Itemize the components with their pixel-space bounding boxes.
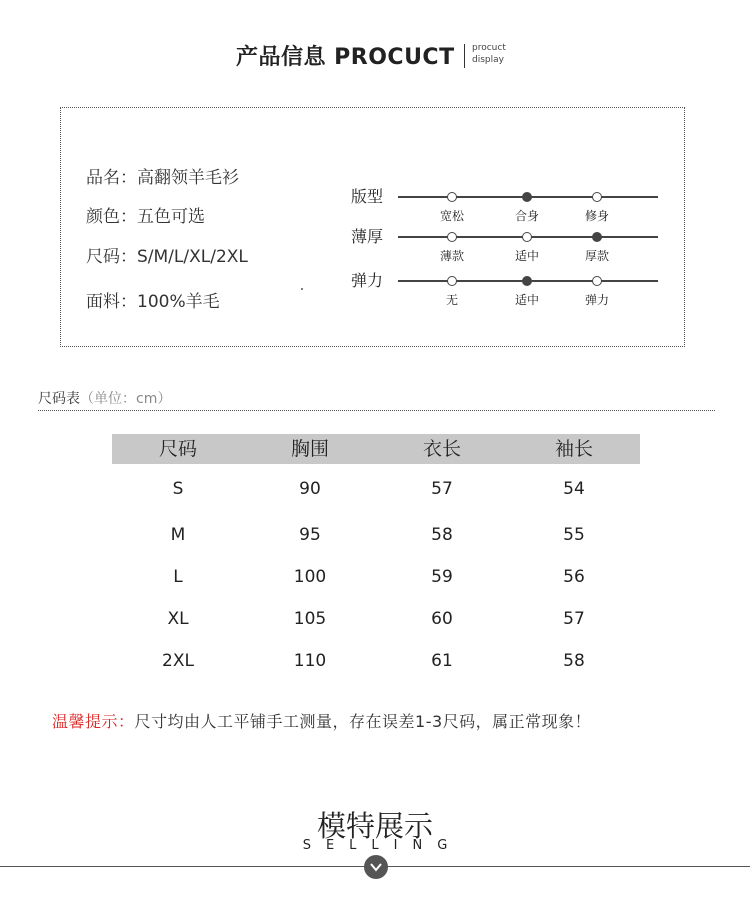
scale-point <box>522 232 532 242</box>
table-cell: 56 <box>563 567 585 587</box>
table-cell: 2XL <box>162 651 194 671</box>
table-cell: 55 <box>563 525 585 545</box>
model-section-subtitle: SELLING <box>302 838 463 853</box>
table-row <box>112 640 640 682</box>
scale-point <box>447 232 457 242</box>
scale-label: 厚款 <box>584 249 609 263</box>
table-cell: 95 <box>299 525 321 545</box>
scale-point <box>447 192 457 202</box>
scale-point-selected <box>522 192 532 202</box>
table-cell: 58 <box>563 651 585 671</box>
table-header <box>112 434 640 464</box>
title-divider <box>464 44 465 68</box>
table-cell: 54 <box>563 479 585 499</box>
scale-label: 修身 <box>584 209 609 223</box>
tip-text: 尺寸均由人工平铺手工测量，存在误差1-3尺码，属正常现象！ <box>134 712 592 731</box>
stray-dot <box>301 288 303 290</box>
title-subtext <box>472 42 506 66</box>
size-table <box>112 434 640 682</box>
product-size: 尺码：S/M/L/XL/2XL <box>86 247 248 267</box>
scale-name: 弹力 <box>351 271 384 290</box>
table-cell: S <box>172 479 184 499</box>
scale-point-selected <box>522 276 532 286</box>
table-cell: 60 <box>431 609 453 629</box>
table-cell: XL <box>167 609 189 629</box>
scale-label: 合身 <box>514 209 539 223</box>
product-color: 颜色：五色可选 <box>86 207 205 227</box>
scale-thickness <box>351 226 671 276</box>
scale-name: 版型 <box>351 187 384 206</box>
scale-label: 无 <box>445 293 458 307</box>
model-section-title: 模特展示 <box>316 809 433 843</box>
scale-point <box>592 192 602 202</box>
section-header <box>0 38 750 74</box>
subtext-line-2: display <box>472 55 504 65</box>
scale-point <box>592 276 602 286</box>
table-cell: 105 <box>293 609 327 629</box>
table-cell: 57 <box>563 609 585 629</box>
product-material: 面料：100%羊毛 <box>86 292 220 312</box>
scale-name: 薄厚 <box>351 227 384 246</box>
size-chart-title <box>38 388 171 408</box>
scale-elasticity <box>351 270 671 320</box>
table-row <box>112 556 640 598</box>
table-row <box>112 514 640 556</box>
table-cell: 90 <box>299 479 321 499</box>
table-cell: 100 <box>293 567 327 587</box>
header-size: 尺码 <box>158 438 197 460</box>
table-row <box>112 598 640 640</box>
table-row <box>112 464 640 514</box>
scale-label: 适中 <box>514 293 539 307</box>
scale-label: 宽松 <box>439 209 464 223</box>
size-chart-label: 尺码表 <box>38 391 80 407</box>
size-chart-unit: （单位：cm） <box>80 391 172 407</box>
table-cell: M <box>170 525 186 545</box>
table-cell: 58 <box>431 525 453 545</box>
table-cell: L <box>173 567 183 587</box>
chevron-down-icon <box>370 862 382 872</box>
table-cell: 110 <box>293 651 327 671</box>
table-cell: 61 <box>431 651 453 671</box>
measurement-tip <box>52 709 591 732</box>
scale-point-selected <box>592 232 602 242</box>
product-name: 品名：高翻领羊毛衫 <box>86 168 239 188</box>
header-chest: 胸围 <box>290 438 329 460</box>
product-info-box <box>60 107 685 347</box>
table-cell: 57 <box>431 479 453 499</box>
scale-label: 弹力 <box>584 293 609 307</box>
scale-point <box>447 276 457 286</box>
scale-label: 薄款 <box>439 249 464 263</box>
scale-label: 适中 <box>514 249 539 263</box>
scroll-down-button[interactable] <box>364 855 388 879</box>
table-cell: 59 <box>431 567 453 587</box>
page-title: 产品信息 PROCUCT <box>236 45 455 70</box>
tip-label: 温馨提示： <box>52 712 135 731</box>
size-chart-divider <box>38 410 715 411</box>
header-sleeve: 袖长 <box>554 438 593 460</box>
subtext-line-1: procuct <box>472 43 506 53</box>
header-length: 衣长 <box>422 438 461 460</box>
